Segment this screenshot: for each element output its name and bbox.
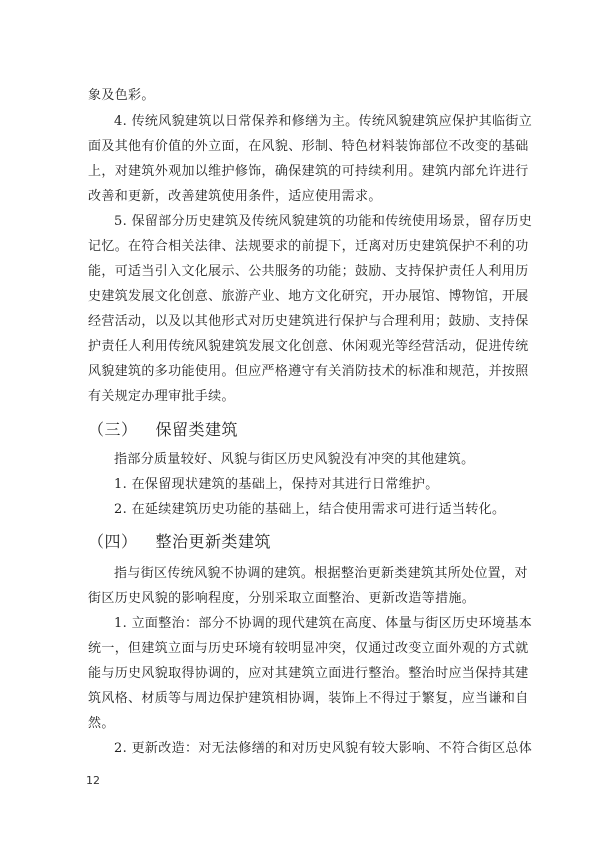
item5-line: 能，可适当引入文化展示、公共服务的功能；鼓励、支持保护责任人利用历	[88, 264, 529, 279]
item5-line: 有关规定办理审批手续。	[88, 389, 235, 404]
section4-item2-line: 2. 更新改造：对无法修缮的和对历史风貌有较大影响、不符合街区总体	[114, 741, 533, 756]
section4-item1-line: 然。	[88, 716, 115, 731]
section4-item1-line: 1. 立面整治：部分不协调的现代建筑在高度、体量与街区历史环境基本	[114, 616, 533, 631]
page-number: 12	[86, 774, 100, 787]
section4-item1-line: 筑风格、材质等与周边保护建筑相协调，装饰上不得过于繁复，应当谦和自	[88, 691, 529, 706]
item5-line: 5. 保留部分历史建筑及传统风貌建筑的功能和传统使用场景，留存历史	[114, 214, 533, 229]
section-title: 整治更新类建筑	[155, 532, 272, 551]
section3-item: 1. 在保留现状建筑的基础上，保持对其进行日常维护。	[114, 477, 439, 492]
item5-line: 记忆。在符合相关法律、法规要求的前提下，迁离对历史建筑保护不利的功	[88, 239, 529, 254]
item4-line: 上，对建筑外观加以维护修饰，确保建筑的可持续利用。建筑内部允许进行	[88, 164, 529, 179]
section-number: （四）	[88, 532, 138, 551]
item5-line: 风貌建筑的多功能使用。但应严格遵守有关消防技术的标准和规范，并按照	[88, 364, 529, 379]
paragraph-continuation: 象及色彩。	[88, 88, 155, 103]
item5-line: 护责任人利用传统风貌建筑发展文化创意、休闲观光等经营活动，促进传统	[88, 339, 529, 354]
section-heading-3	[88, 420, 238, 440]
section4-intro-line: 指与街区传统风貌不协调的建筑。根据整治更新类建筑其所处位置，对	[114, 566, 528, 581]
item4-line: 改善和更新，改善建筑使用条件，适应使用需求。	[88, 189, 382, 204]
section4-item1-line: 能与历史风貌取得协调的，应对其建筑立面进行整治。整治时应当保持其建	[88, 666, 529, 681]
section4-item1-line: 统一，但建筑立面与历史环境有较明显冲突，仅通过改变立面外观的方式就	[88, 641, 529, 656]
section-heading-4	[88, 532, 271, 552]
section3-item: 2. 在延续建筑历史功能的基础上，结合使用需求可进行适当转化。	[114, 502, 506, 517]
section3-intro: 指部分质量较好、风貌与街区历史风貌没有冲突的其他建筑。	[114, 452, 475, 467]
section-number: （三）	[88, 420, 138, 439]
item5-line: 经营活动，以及以其他形式对历史建筑进行保护与合理利用；鼓励、支持保	[88, 314, 529, 329]
item4-line: 4. 传统风貌建筑以日常保养和修缮为主。传统风貌建筑应保护其临街立	[114, 114, 533, 129]
item5-line: 史建筑发展文化创意、旅游产业、地方文化研究，开办展馆、博物馆，开展	[88, 289, 529, 304]
section-title: 保留类建筑	[155, 420, 239, 439]
section4-intro-line: 街区历史风貌的影响程度，分别采取立面整治、更新改造等措施。	[88, 591, 476, 606]
item4-line: 面及其他有价值的外立面，在风貌、形制、特色材料装饰部位不改变的基础	[88, 139, 529, 154]
